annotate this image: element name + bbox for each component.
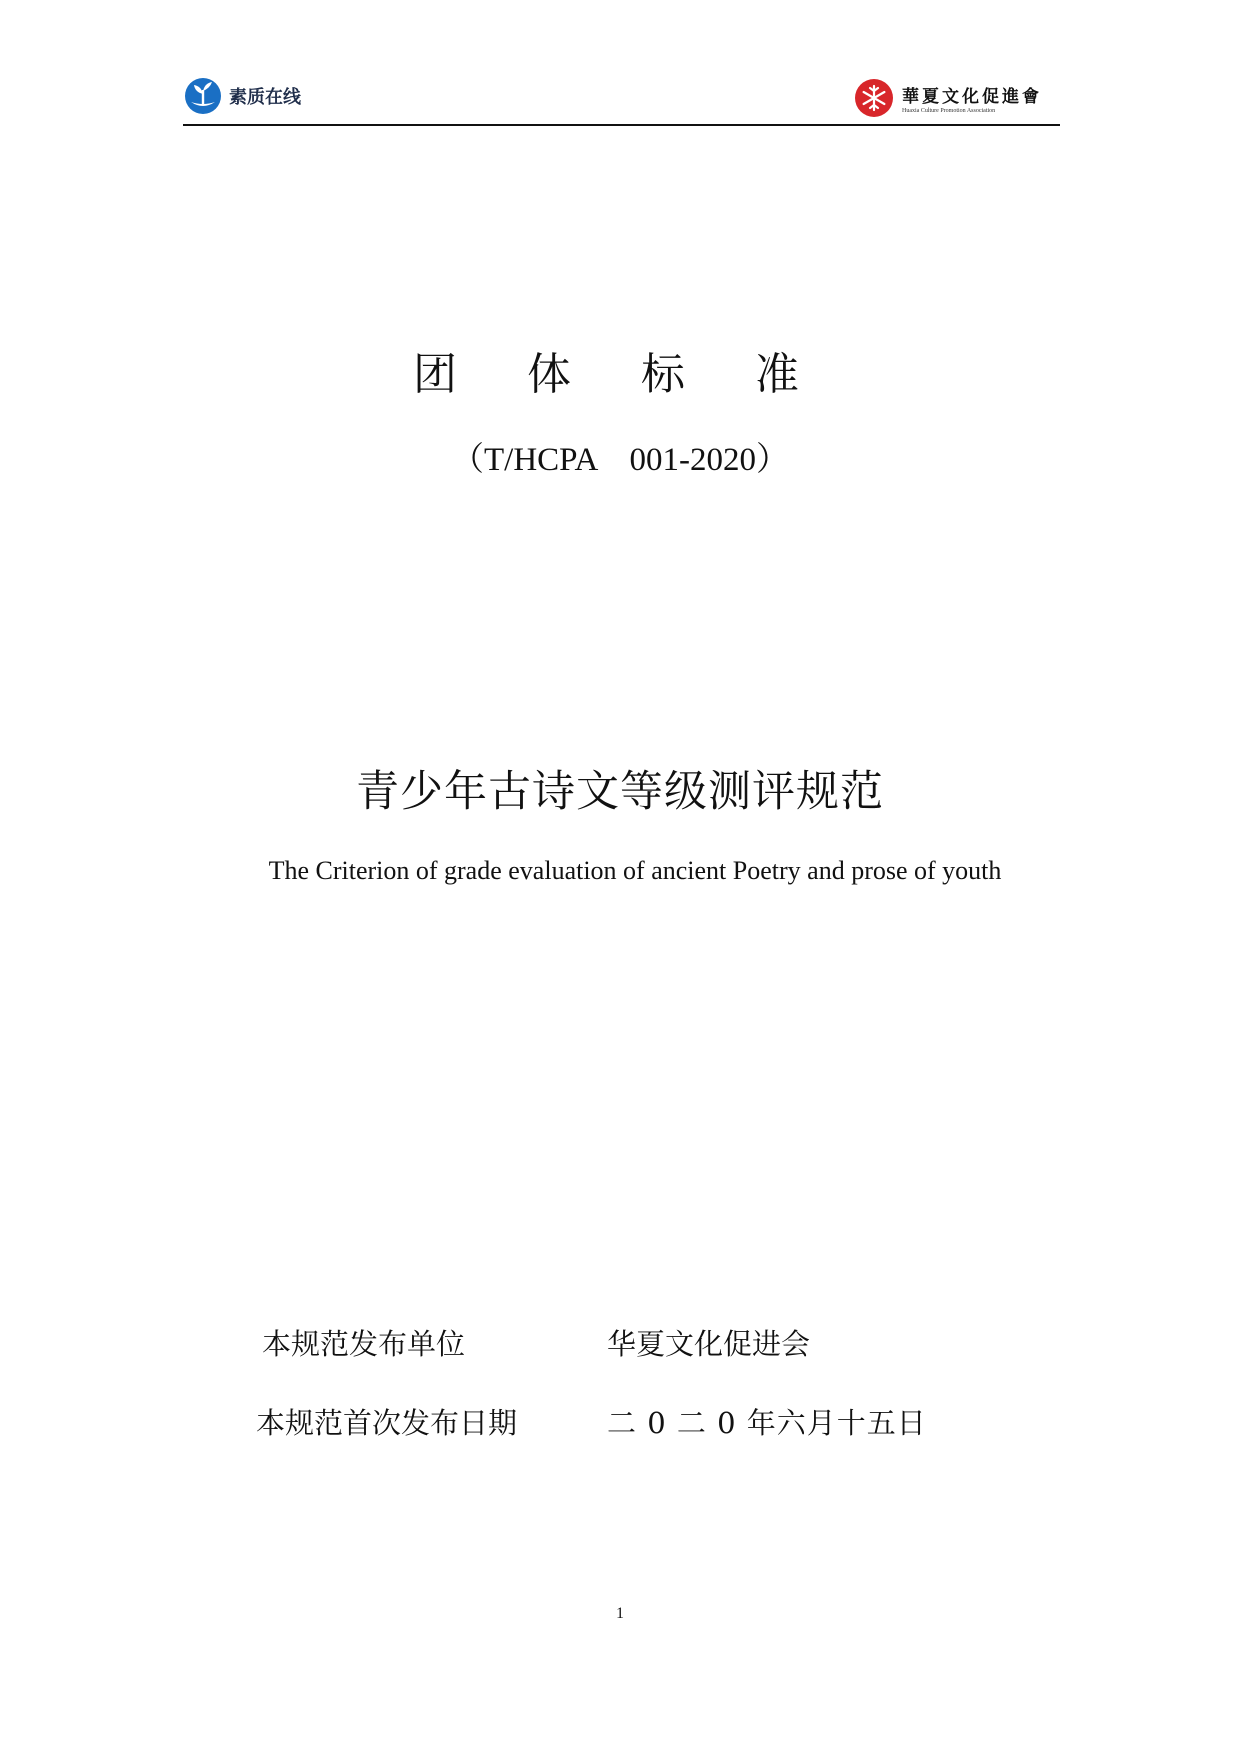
huaxia-name-cn: 華夏文化促進會: [902, 87, 1042, 107]
page-header: [183, 70, 1060, 126]
standard-code: （T/HCPA 001-2020）: [451, 442, 789, 478]
release-date-value: 二 0 二 0 年六月十五日: [607, 1406, 927, 1440]
page-number: 1: [616, 1605, 624, 1622]
suzhi-online-logo: [183, 76, 301, 116]
release-date-label: 本规范首次发布日期: [256, 1406, 518, 1440]
sprout-globe-logo-icon: [183, 76, 223, 116]
standard-type-heading: 团 体 标 准: [413, 349, 827, 400]
document-title-cn: 青少年古诗文等级测评规范: [356, 767, 884, 817]
suzhi-online-name: 素质在线: [229, 87, 301, 108]
publisher-value: 华夏文化促进会: [607, 1327, 811, 1361]
publisher-label: 本规范发布单位: [262, 1327, 466, 1361]
red-snowflake-seal-icon: [854, 78, 894, 118]
header-divider: [183, 124, 1060, 126]
huaxia-culture-logo: [854, 78, 1042, 118]
document-title-en: The Criterion of grade evaluation of ancient Poetry and prose of youth: [268, 856, 1002, 885]
huaxia-name-en: Huaxia Culture Promotion Association: [902, 108, 996, 114]
